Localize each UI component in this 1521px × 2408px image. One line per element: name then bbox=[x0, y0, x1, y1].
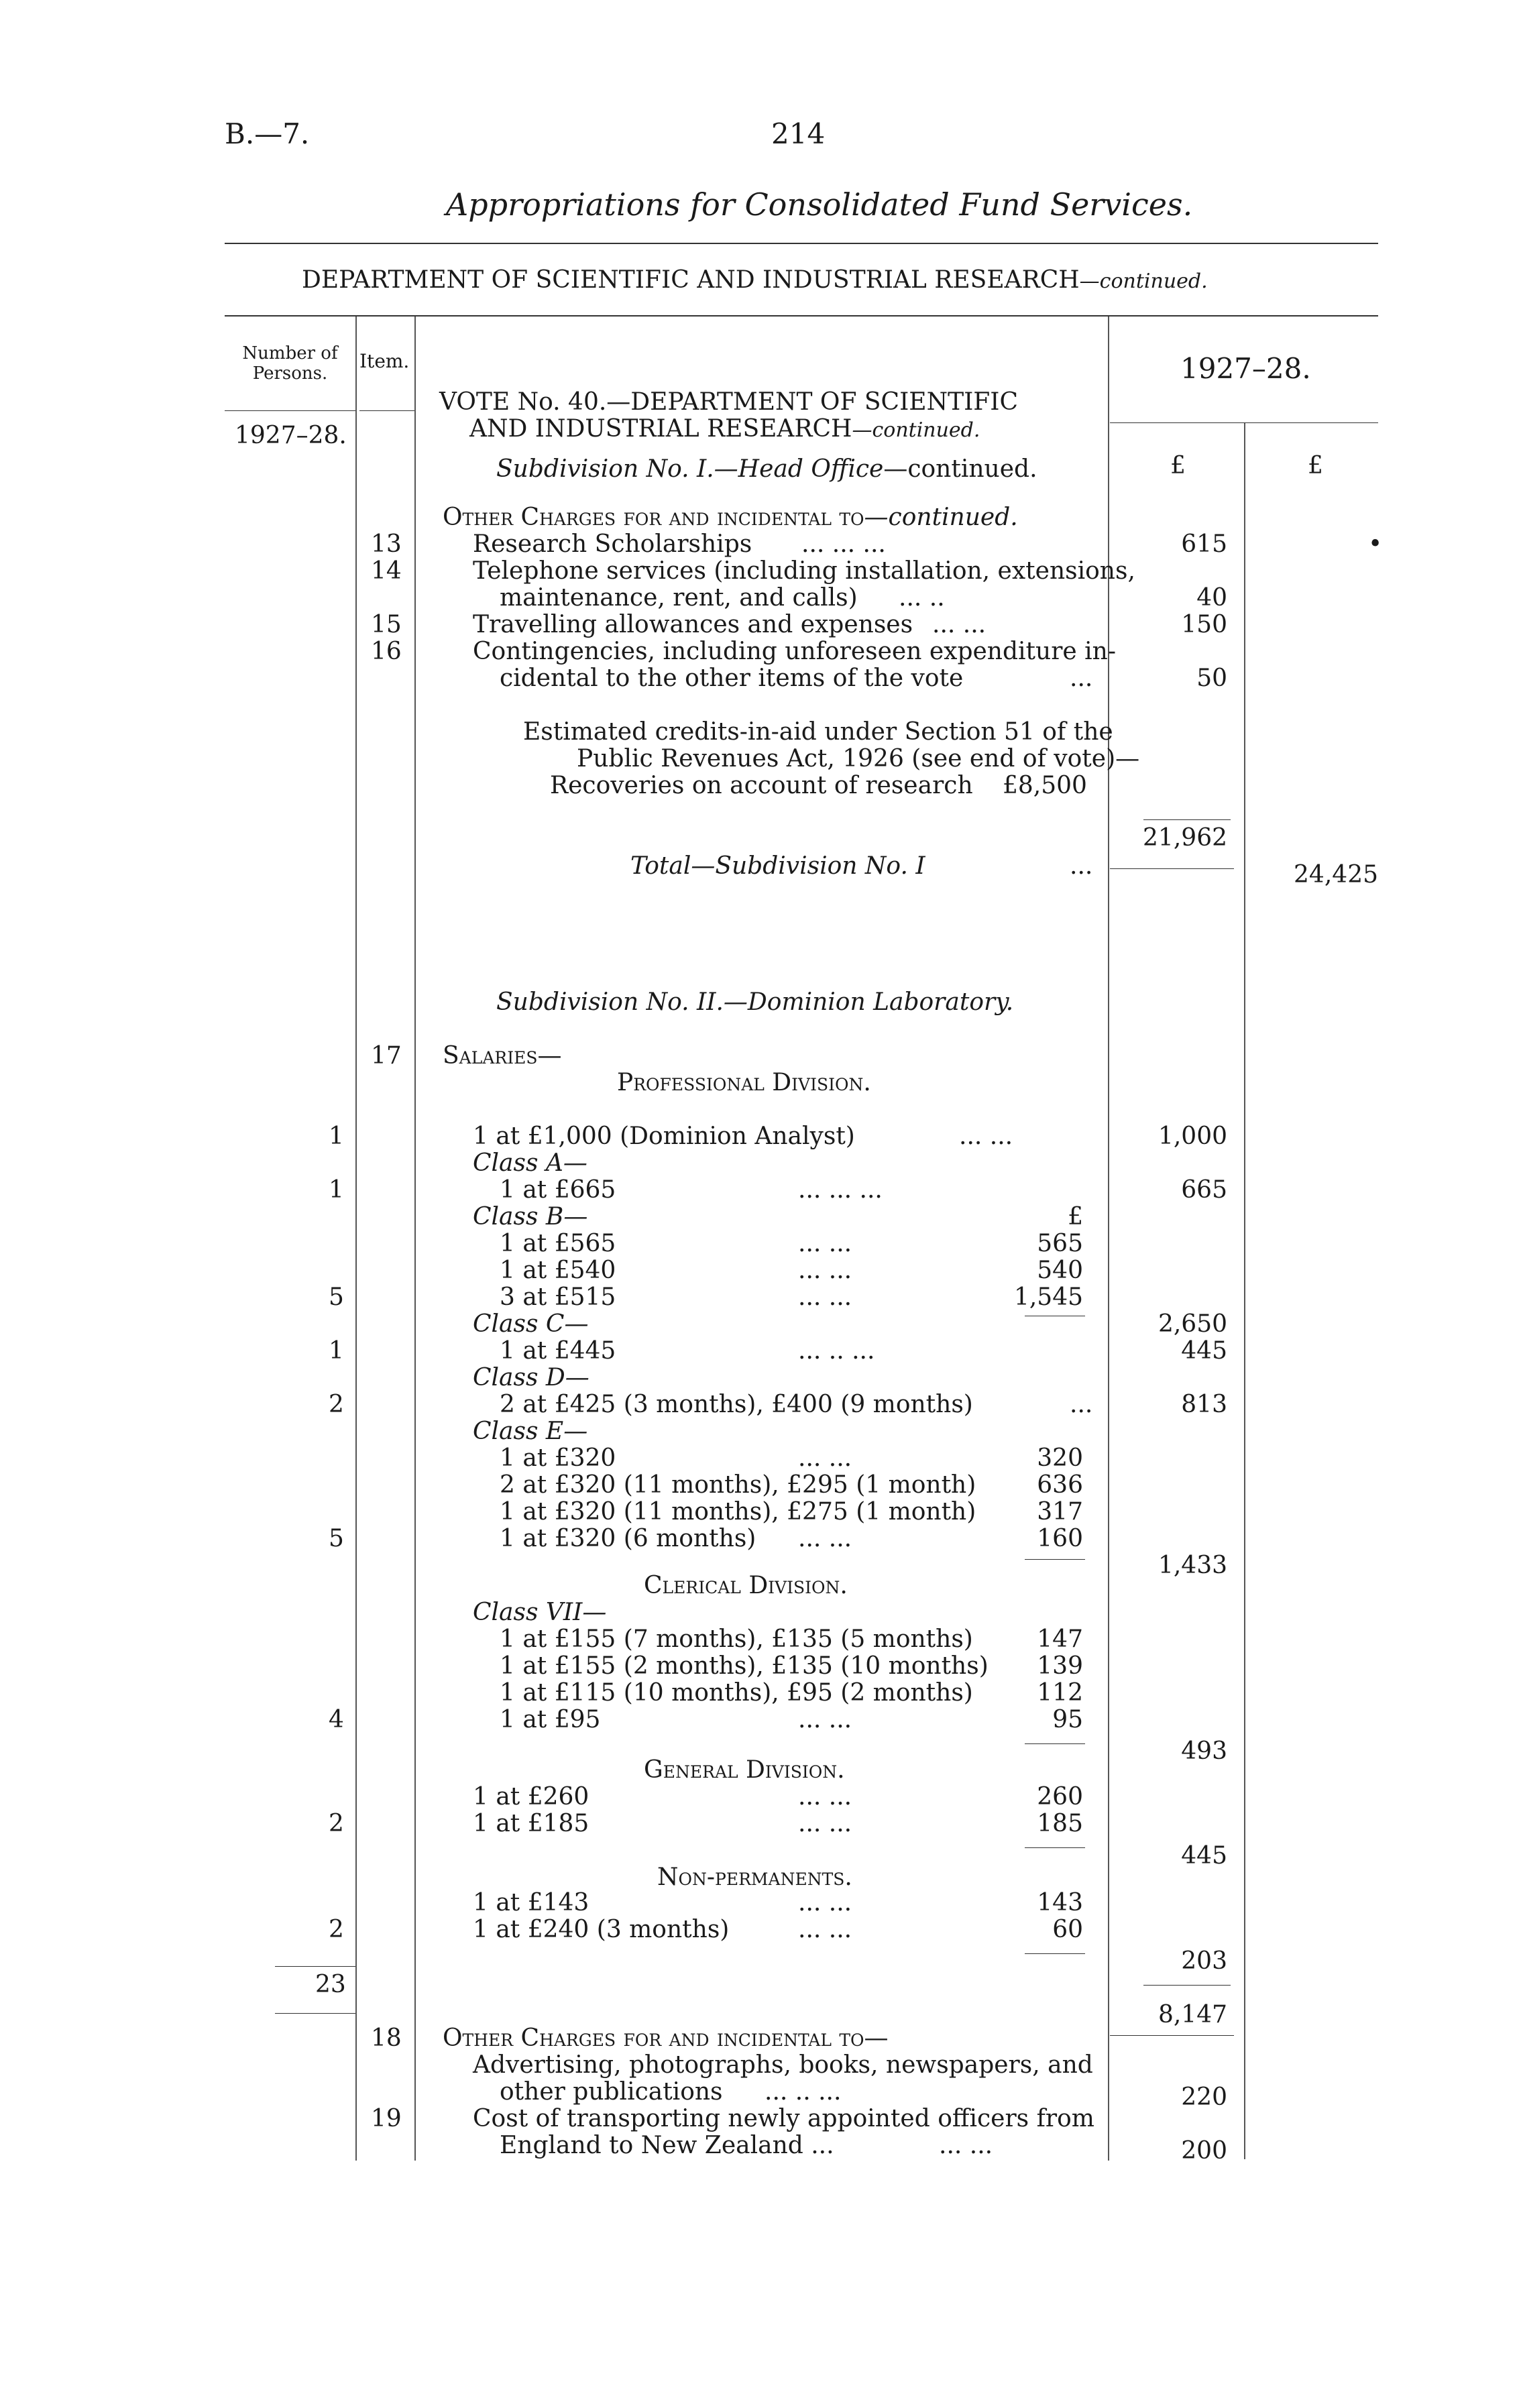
class-label: Class A— bbox=[473, 1149, 587, 1177]
leader-dots: ... .. bbox=[899, 584, 945, 612]
salaries-heading: Salaries— bbox=[443, 1042, 562, 1070]
class-label: Class VII— bbox=[473, 1599, 607, 1626]
salary-amount: 1,000 bbox=[1158, 1123, 1227, 1150]
salary-line: 3 at £515 bbox=[500, 1283, 616, 1311]
salary-subamount: 1,545 bbox=[1013, 1283, 1083, 1311]
charge-description: Advertising, photographs, books, newspapers, and bbox=[473, 2051, 1093, 2079]
leader-dots: ... ... bbox=[932, 611, 987, 638]
professional-division-heading: Professional Division. bbox=[617, 1069, 871, 1096]
salary-line: 1 at £320 (6 months) bbox=[500, 1525, 756, 1552]
persons-column-divider bbox=[355, 317, 357, 2161]
charge-description: Cost of transporting newly appointed officers from bbox=[473, 2105, 1094, 2132]
amount-column-divider bbox=[1108, 317, 1109, 2161]
item-number: 19 bbox=[371, 2105, 402, 2132]
salary-line: 1 at £445 bbox=[500, 1337, 616, 1365]
class-label: Class B— bbox=[473, 1203, 588, 1230]
non-permanents-total: 203 bbox=[1181, 1947, 1227, 1975]
subdivision-1-continued: —continued. bbox=[883, 455, 1037, 483]
salary-amount: 813 bbox=[1181, 1391, 1227, 1418]
leader-dots: ... ... bbox=[798, 1444, 852, 1472]
item-number: 13 bbox=[371, 530, 402, 558]
charge-description: Telephone services (including installation, extensions, bbox=[473, 557, 1135, 585]
class-e-rule bbox=[1025, 1559, 1085, 1560]
salary-amount: 445 bbox=[1181, 1337, 1227, 1365]
persons-total-rule bbox=[275, 1966, 355, 1967]
pound-sign-col1: £ bbox=[1170, 452, 1186, 479]
item-number: 14 bbox=[371, 557, 402, 585]
persons-count: 1 bbox=[329, 1176, 344, 1204]
persons-count: 2 bbox=[329, 1916, 344, 1943]
item-number: 15 bbox=[371, 611, 402, 638]
persons-count: 4 bbox=[329, 1706, 344, 1733]
charge-amount: 200 bbox=[1181, 2137, 1227, 2165]
charge-amount: 150 bbox=[1181, 611, 1227, 638]
class-label: Class E— bbox=[473, 1418, 588, 1445]
vote-heading-line2 bbox=[469, 416, 980, 444]
salary-line: 1 at £665 bbox=[500, 1176, 616, 1204]
item-number: 17 bbox=[371, 1042, 402, 1070]
subtotal-rule-lower bbox=[1110, 868, 1234, 869]
other-charges-title: Other Charges for and incidental to bbox=[443, 504, 864, 531]
salary-line: 2 at £425 (3 months), £400 (9 months) bbox=[500, 1391, 973, 1418]
leader-dots: ... ... bbox=[798, 1783, 852, 1811]
salary-subamount: 185 bbox=[1037, 1810, 1083, 1837]
charge-description-cont: other publications bbox=[500, 2078, 723, 2106]
leader-dots: ... .. ... bbox=[765, 2078, 842, 2106]
persons-header-rule bbox=[225, 410, 355, 411]
leader-dots: ... ... bbox=[959, 1123, 1013, 1150]
pound-sign-col2: £ bbox=[1308, 452, 1323, 479]
subdivision-2-title: Subdivision No. II.—Dominion Laboratory. bbox=[496, 988, 1014, 1016]
salary-line: 1 at £143 bbox=[473, 1889, 589, 1916]
leader-dots: ... ... bbox=[939, 2132, 993, 2159]
leader-dots: ... .. ... bbox=[798, 1337, 875, 1365]
year-right-rule bbox=[1110, 422, 1378, 423]
credits-in-aid-line2: Public Revenues Act, 1926 (see end of vote)— bbox=[577, 745, 1140, 772]
leader-dots: ... ... bbox=[798, 1525, 852, 1552]
title-rule bbox=[225, 243, 1378, 244]
charge-description: Research Scholarships bbox=[473, 530, 752, 558]
salaries-total-rule-lower bbox=[1110, 2035, 1234, 2036]
leader-dots: ... ... bbox=[798, 1889, 852, 1916]
persons-column-header: Number of Persons. bbox=[242, 343, 338, 384]
subdivision-1-subtotal: 21,962 bbox=[1143, 824, 1227, 852]
salary-line: 1 at £260 bbox=[473, 1783, 589, 1811]
subtotal-column-divider bbox=[1244, 422, 1245, 2159]
salary-subamount: 143 bbox=[1037, 1889, 1083, 1916]
other-charges-heading bbox=[443, 504, 1018, 531]
salary-subamount: 260 bbox=[1037, 1783, 1083, 1811]
clerical-total: 493 bbox=[1181, 1737, 1227, 1765]
item-number: 16 bbox=[371, 638, 402, 665]
salary-subamount: 565 bbox=[1037, 1230, 1083, 1257]
subtotal-rule bbox=[1143, 819, 1231, 820]
charge-amount: 50 bbox=[1196, 665, 1227, 692]
persons-count: 5 bbox=[329, 1283, 344, 1311]
class-b-total: 2,650 bbox=[1158, 1310, 1227, 1338]
table-top-rule bbox=[225, 315, 1378, 317]
salary-subamount: 95 bbox=[1052, 1706, 1083, 1733]
leader-dots: ... ... bbox=[798, 1916, 852, 1943]
vote-heading-line1: VOTE No. 40.—DEPARTMENT OF SCIENTIFIC bbox=[439, 388, 1019, 416]
item-column-header: Item. bbox=[359, 350, 410, 372]
salary-subamount: 320 bbox=[1037, 1444, 1083, 1472]
general-total: 445 bbox=[1181, 1842, 1227, 1870]
persons-total: 23 bbox=[315, 1971, 346, 1998]
clerical-rule bbox=[1025, 1743, 1085, 1744]
leader-dots: ... ... bbox=[798, 1230, 852, 1257]
subdivision-1-total-label: Total—Subdivision No. I bbox=[630, 852, 925, 880]
salary-subamount: 112 bbox=[1037, 1679, 1083, 1707]
class-label: Class D— bbox=[473, 1364, 589, 1391]
salary-line: 1 at £565 bbox=[500, 1230, 616, 1257]
charge-description-cont: cidental to the other items of the vote bbox=[500, 665, 964, 692]
leader-dots: ... ... ... bbox=[798, 1176, 883, 1204]
salary-subamount: 317 bbox=[1037, 1498, 1083, 1526]
salary-line: 1 at £155 (7 months), £135 (5 months) bbox=[500, 1625, 973, 1653]
general-rule bbox=[1025, 1847, 1085, 1848]
class-label: Class C— bbox=[473, 1310, 589, 1338]
credits-in-aid-line3: Recoveries on account of research bbox=[550, 772, 973, 799]
salary-subamount: 540 bbox=[1037, 1257, 1083, 1284]
persons-total-rule-lower bbox=[275, 2013, 355, 2014]
department-continued: —continued. bbox=[1079, 270, 1208, 293]
salary-subamount: 160 bbox=[1037, 1525, 1083, 1552]
salary-line: 1 at £240 (3 months) bbox=[473, 1916, 730, 1943]
salaries-total: 8,147 bbox=[1158, 2001, 1227, 2028]
salaries-total-rule bbox=[1143, 1985, 1231, 1986]
salary-subamount: 60 bbox=[1052, 1916, 1083, 1943]
persons-count: 2 bbox=[329, 1810, 344, 1837]
item-number: 18 bbox=[371, 2024, 402, 2052]
salary-line: 1 at £540 bbox=[500, 1257, 616, 1284]
leader-dots: ... ... bbox=[798, 1706, 852, 1733]
other-charges-2-heading: Other Charges for and incidental to— bbox=[443, 2024, 889, 2052]
salary-subamount: 147 bbox=[1037, 1625, 1083, 1653]
leader-dots: ... bbox=[1070, 665, 1093, 692]
class-e-total: 1,433 bbox=[1158, 1552, 1227, 1579]
charge-amount: 40 bbox=[1196, 584, 1227, 612]
persons-count: 1 bbox=[329, 1123, 344, 1150]
department-heading bbox=[302, 267, 1208, 295]
page-number: 214 bbox=[771, 117, 826, 150]
salary-line: 2 at £320 (11 months), £295 (1 month) bbox=[500, 1471, 976, 1499]
subdivision-1-total: 24,425 bbox=[1294, 861, 1378, 888]
subdivision-1-title: Subdivision No. I.—Head Office bbox=[496, 455, 884, 483]
salary-line: 1 at £95 bbox=[500, 1706, 601, 1733]
persons-count: 2 bbox=[329, 1391, 344, 1418]
vote-heading-continued: —continued. bbox=[852, 418, 980, 442]
leader-dots: ... ... bbox=[798, 1283, 852, 1311]
salary-line: 1 at £155 (2 months), £135 (10 months) bbox=[500, 1652, 989, 1680]
subdivision-1-heading bbox=[496, 456, 1037, 483]
bullet-mark: • bbox=[1368, 530, 1383, 558]
page-title: Appropriations for Consolidated Fund Services. bbox=[446, 186, 1193, 223]
item-header-rule bbox=[359, 410, 414, 411]
salary-line: 1 at £320 (11 months), £275 (1 month) bbox=[500, 1498, 976, 1526]
salary-line: 1 at £115 (10 months), £95 (2 months) bbox=[500, 1679, 973, 1707]
leader-dots: ... ... bbox=[798, 1810, 852, 1837]
charge-description: Travelling allowances and expenses bbox=[473, 611, 913, 638]
charge-description: Contingencies, including unforeseen expenditure in- bbox=[473, 638, 1117, 665]
vote-heading-dept: AND INDUSTRIAL RESEARCH bbox=[469, 415, 852, 443]
general-division-heading: General Division. bbox=[644, 1756, 845, 1784]
year-label-right: 1927–28. bbox=[1180, 352, 1311, 385]
non-permanents-heading: Non-permanents. bbox=[657, 1864, 852, 1891]
persons-count: 5 bbox=[329, 1525, 344, 1552]
leader-dots: ... bbox=[1070, 852, 1093, 880]
salary-line: 1 at £320 bbox=[500, 1444, 616, 1472]
salary-line: 1 at £1,000 (Dominion Analyst) bbox=[473, 1123, 855, 1150]
persons-count: 1 bbox=[329, 1337, 344, 1365]
charge-description-cont: maintenance, rent, and calls) bbox=[500, 584, 858, 612]
non-permanents-rule bbox=[1025, 1953, 1085, 1954]
salary-subamount: 139 bbox=[1037, 1652, 1083, 1680]
salary-subamount: 636 bbox=[1037, 1471, 1083, 1499]
other-charges-continued: —continued. bbox=[864, 504, 1018, 531]
leader-dots: ... ... ... bbox=[801, 530, 886, 558]
year-label-left: 1927–28. bbox=[235, 422, 347, 449]
clerical-division-heading: Clerical Division. bbox=[644, 1572, 848, 1599]
salary-line: 1 at £185 bbox=[473, 1810, 589, 1837]
charge-amount: 220 bbox=[1181, 2083, 1227, 2111]
charge-amount: 615 bbox=[1181, 530, 1227, 558]
credits-in-aid-line1: Estimated credits-in-aid under Section 51 of the bbox=[523, 718, 1113, 746]
credits-in-aid-amount: £8,500 bbox=[1003, 772, 1087, 799]
leader-dots: ... bbox=[1070, 1391, 1093, 1418]
document-reference: B.—7. bbox=[225, 117, 310, 150]
item-column-divider bbox=[414, 317, 416, 2161]
salary-amount: 665 bbox=[1181, 1176, 1227, 1204]
leader-dots: ... ... bbox=[798, 1257, 852, 1284]
charge-description-cont: England to New Zealand ... bbox=[500, 2132, 834, 2159]
pound-sign-mid: £ bbox=[1068, 1203, 1083, 1230]
department-name: DEPARTMENT OF SCIENTIFIC AND INDUSTRIAL RESEARCH bbox=[302, 266, 1080, 294]
